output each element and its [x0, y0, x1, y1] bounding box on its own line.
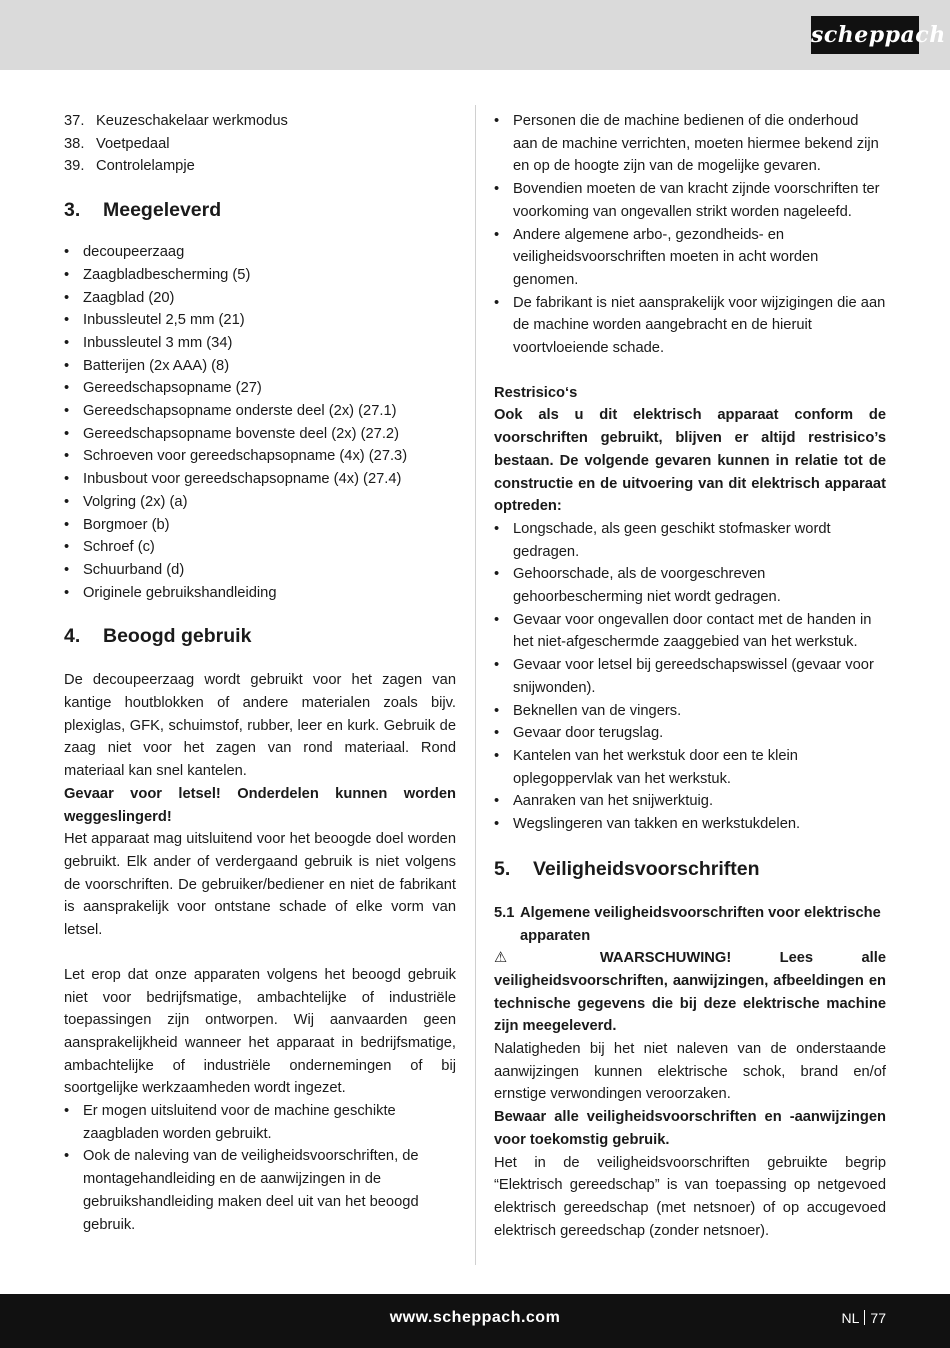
- term-definition-paragraph: Het in de veiligheidsvoorschriften gebruikte begrip “Elektrisch gereedschap” is van toepassing op netgevoed elektrisch gereedschap (met netsnoer) of op accugevoed elektrisch gereedschap (zonder netsnoer).: [494, 1154, 886, 1239]
- list-item: 37. Keuzeschakelaar werkmodus: [64, 113, 288, 129]
- list-item: • Gevaar door terugslag.: [494, 722, 886, 745]
- list-item: • Schuurband (d): [64, 559, 456, 582]
- parts-list: [64, 110, 456, 178]
- intended-use-paragraph-2: Het apparaat mag uitsluitend voor het beoogde doel worden gebruikt. Elk ander of verdergaand gebruik is niet volgens de voorschriften. De gebruiker/bediener en niet de fabrikant is aansprakelijk voor ontstane schade of elke vorm van letsel.: [64, 831, 456, 939]
- list-item: • Schroeven voor gereedschapsopname (4x) (27.3): [64, 445, 456, 468]
- column-divider: [475, 105, 476, 1265]
- list-item: • Gereedschapsopname bovenste deel (2x) (27.2): [64, 423, 456, 446]
- list-item: • Batterijen (2x AAA) (8): [64, 355, 456, 378]
- negligence-paragraph: Nalatigheden bij het niet naleven van de onderstaande aanwijzingen kunnen elektrische schok, brand en/of ernstige verwondingen veroorzaken.: [494, 1041, 886, 1103]
- list-item: • Aanraken van het snijwerktuig.: [494, 790, 886, 813]
- warning-paragraph: ⚠ WAARSCHUWING! Lees alle veiligheidsvoorschriften, aanwijzingen, afbeeldingen en technische gegevens die bij deze elektrische machine zijn meegeleverd.: [494, 950, 886, 1035]
- section-heading-4: 4. Beoogd gebruik: [64, 625, 252, 648]
- list-item: • Inbussleutel 3 mm (34): [64, 332, 456, 355]
- separator: [864, 1310, 865, 1325]
- list-item: • Personen die de machine bedienen of die onderhoud aan de machine verrichten, moeten hiermee bekend zijn en op de hoogte zijn van de mogelijke gevaren.: [494, 110, 886, 178]
- page-footer: [0, 1294, 950, 1348]
- intended-use-paragraph-3: Let erop dat onze apparaten volgens het beoogd gebruik niet voor bedrijfsmatige, ambachtelijke of industriële toepassingen zijn ontworpen. Wij aanvaarden geen aansprakelijkheid wanneer het apparaat in bedrijfsmatige, ambachtelijke of industriële ondernemingen of bij soortgelijke werkzaamheden wordt ingezet.: [64, 966, 456, 1097]
- list-item: • Kantelen van het werkstuk door een te klein oplegoppervlak van het werkstuk.: [494, 745, 886, 790]
- list-item: • Ook de naleving van de veiligheidsvoorschriften, de montagehandleiding en de aanwijzingen in de gebruikshandleiding maken deel uit van het beoogd gebruik.: [64, 1145, 456, 1236]
- section-heading-5: 5. Veiligheidsvoorschriften: [494, 857, 760, 880]
- list-item: • Longschade, als geen geschikt stofmasker wordt gedragen.: [494, 518, 886, 563]
- list-item: • Volgring (2x) (a): [64, 491, 456, 514]
- list-item: • Er mogen uitsluitend voor de machine geschikte zaagbladen worden gebruikt.: [64, 1100, 456, 1145]
- section-heading-3: 3. Meegeleverd: [64, 199, 222, 222]
- residual-risk-title: Restrisico‘s: [494, 384, 578, 401]
- list-item: • Zaagbladbescherming (5): [64, 264, 456, 287]
- list-item: 38. Voetpedaal: [64, 135, 170, 152]
- delivered-list: [64, 241, 456, 604]
- list-item: • De fabrikant is niet aansprakelijk voor wijzigingen die aan de machine worden aangebracht en de hieruit voortvloeiende schade.: [494, 292, 886, 360]
- list-item: • Inbussleutel 2,5 mm (21): [64, 309, 456, 332]
- keep-instructions: Bewaar alle veiligheidsvoorschriften en -aanwijzingen voor toekomstig gebruik.: [494, 1109, 886, 1148]
- list-item: • Gereedschapsopname onderste deel (2x) (27.1): [64, 400, 456, 423]
- website-url: www.scheppach.com: [389, 1309, 561, 1326]
- list-item: • Inbusbout voor gereedschapsopname (4x) (27.4): [64, 468, 456, 491]
- left-column: [64, 110, 456, 1236]
- warning-icon: ⚠: [494, 950, 552, 967]
- list-item: • Schroef (c): [64, 536, 456, 559]
- intended-use-bullets: [64, 1100, 456, 1236]
- list-item: • Originele gebruikshandleiding: [64, 582, 456, 605]
- list-item: • Gehoorschade, als de voorgeschreven gehoorbescherming niet wordt gedragen.: [494, 563, 886, 608]
- injury-warning: Gevaar voor letsel! Onderdelen kunnen worden weggeslingerd!: [64, 785, 456, 825]
- page-number: NL 77: [841, 1310, 886, 1326]
- list-item: • Gevaar voor ongevallen door contact met de handen in het niet-afgeschermde zaaggebied van het werkstuk.: [494, 609, 886, 654]
- list-item: • Andere algemene arbo-, gezondheids- en veiligheidsvoorschriften moeten in acht worden genomen.: [494, 224, 886, 292]
- operator-bullets: [494, 110, 886, 360]
- list-item: • Borgmoer (b): [64, 514, 456, 537]
- list-item: • Bovendien moeten de van kracht zijnde voorschriften ter voorkoming van ongevallen strikt worden nageleefd.: [494, 178, 886, 223]
- right-column: [494, 110, 886, 1242]
- residual-risk-intro: Ook als u dit elektrisch apparaat conform de voorschriften gebruikt, blijven er altijd restrisico’s bestaan. De volgende gevaren kunnen in relatie tot de constructie en de uitvoering van dit elektrisch apparaat optreden:: [494, 407, 886, 515]
- list-item: • Wegslingeren van takken en werkstukdelen.: [494, 813, 886, 836]
- list-item: • Zaagblad (20): [64, 287, 456, 310]
- scheppach-logo: scheppach: [811, 16, 919, 54]
- page-header: [0, 0, 950, 70]
- list-item: • Gereedschapsopname (27): [64, 377, 456, 400]
- list-item: • Gevaar voor letsel bij gereedschapswissel (gevaar voor snijwonden).: [494, 654, 886, 699]
- risk-list: [494, 518, 886, 836]
- list-item: • decoupeerzaag: [64, 241, 456, 264]
- list-item: 39. Controlelampje: [64, 158, 195, 175]
- intended-use-paragraph: De decoupeerzaag wordt gebruikt voor het zagen van kantige houtblokken of andere materialen zoals bijv. plexiglas, GFK, schuimstof, rubber, leer en kurk. Gebruik de zaag niet voor het zagen van rond materiaal. Rond materiaal kan snel kantelen.: [64, 672, 456, 780]
- subsection-heading-5-1: 5.1 Algemene veiligheidsvoorschriften voor elektrische apparaten: [494, 904, 881, 944]
- list-item: • Beknellen van de vingers.: [494, 700, 886, 723]
